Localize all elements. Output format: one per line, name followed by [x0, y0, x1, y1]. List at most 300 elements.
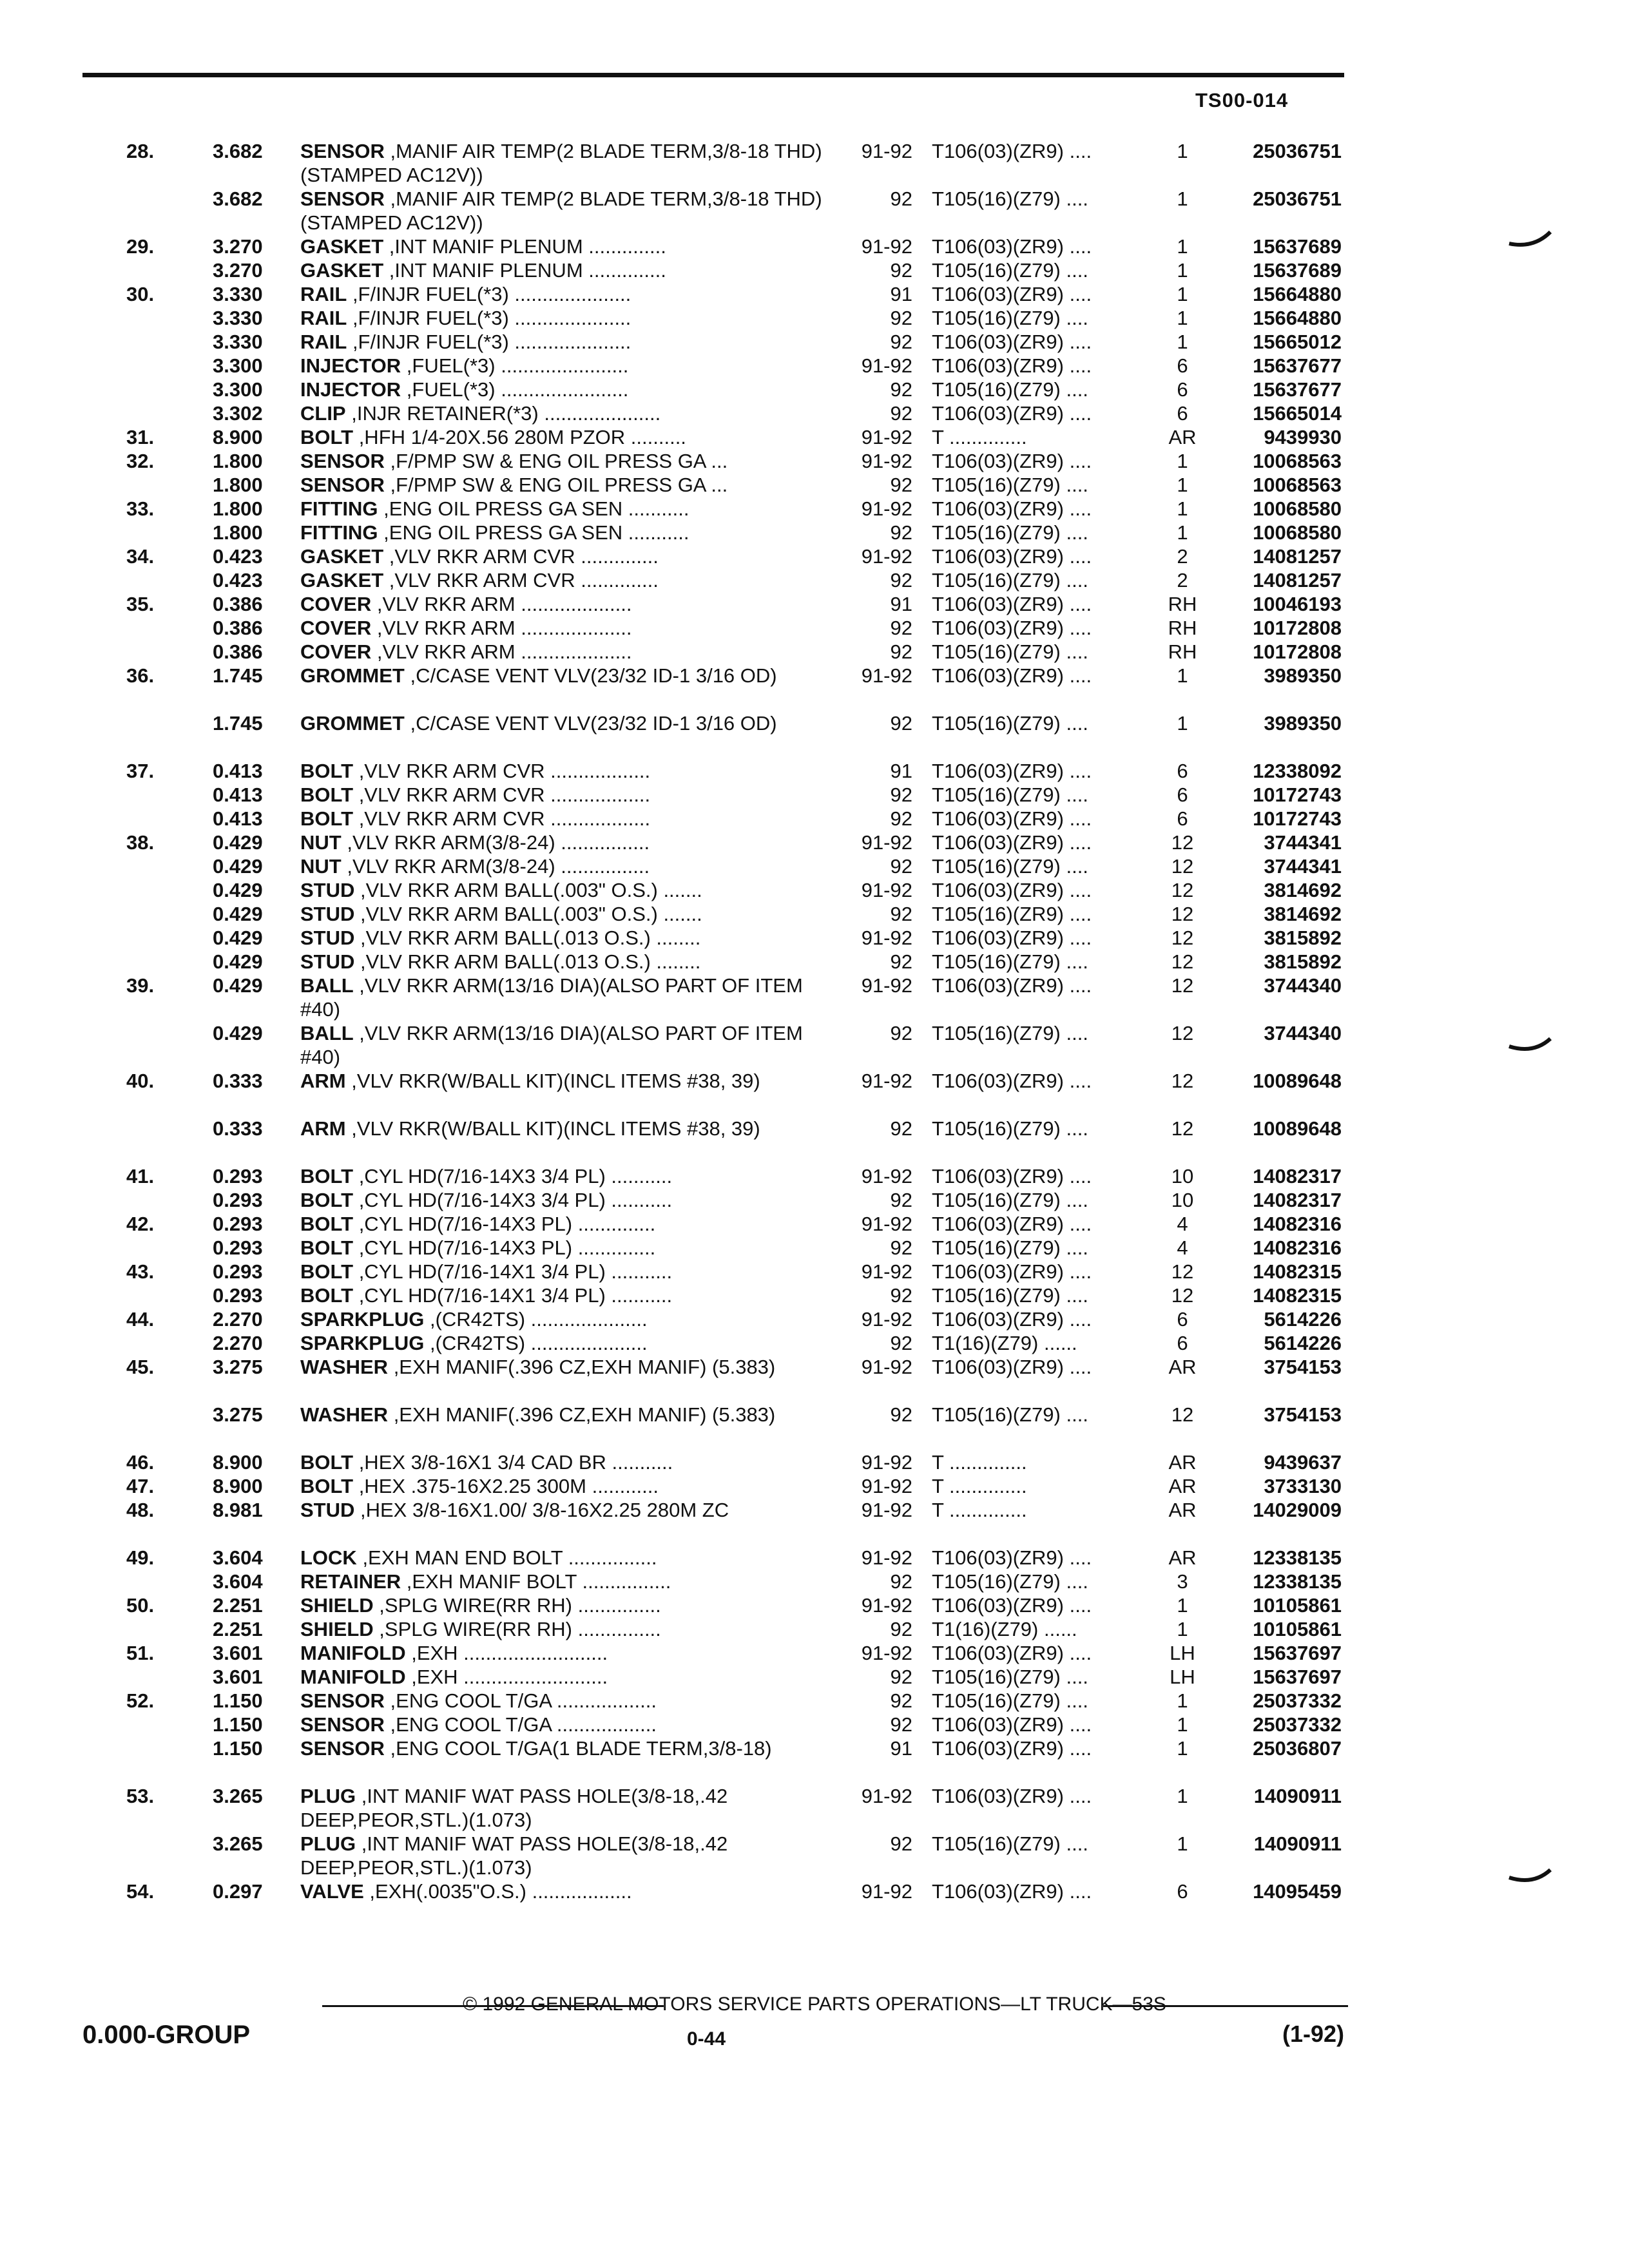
part-detail: ,(CR42TS) ..................... — [424, 1308, 648, 1331]
group-number: 3.300 — [213, 378, 263, 401]
part-name: GROMMET — [300, 664, 405, 687]
part-number: 14090911 — [1253, 1785, 1342, 1807]
group-number: 0.293 — [213, 1284, 263, 1307]
quantity: LH — [1170, 1642, 1195, 1664]
group-number: 3.682 — [213, 187, 263, 210]
part-description — [300, 1355, 835, 1379]
item-number: 37. — [126, 760, 155, 782]
group-number: 0.413 — [213, 807, 263, 830]
part-detail: ,VLV RKR ARM BALL(.013 O.S.) ........ — [354, 927, 701, 949]
item-number: 48. — [126, 1499, 155, 1521]
model-year: 91-92 — [861, 1475, 912, 1497]
model-year: 91-92 — [861, 831, 912, 854]
quantity: 1 — [1177, 1832, 1188, 1855]
model-code: T105(16)(Z79) .... — [932, 1689, 1088, 1712]
part-detail: ,VLV RKR ARM .................... — [371, 617, 632, 639]
group-number: 2.270 — [213, 1308, 263, 1331]
model-code: T105(16)(Z79) .... — [932, 712, 1088, 735]
model-year: 91-92 — [861, 354, 912, 377]
part-number: 10172808 — [1253, 617, 1342, 639]
model-year: 91-92 — [861, 1308, 912, 1331]
part-name: GASKET — [300, 569, 384, 591]
model-year: 91 — [890, 760, 912, 782]
model-year: 91 — [890, 283, 912, 305]
table-row — [0, 1593, 1629, 1617]
group-number: 0.333 — [213, 1070, 263, 1092]
model-year: 91-92 — [861, 927, 912, 949]
part-detail: ,EXH(.0035"O.S.) .................. — [363, 1880, 632, 1903]
group-number: 8.900 — [213, 1475, 263, 1497]
group-number: 0.429 — [213, 879, 263, 901]
part-name: BOLT — [300, 1213, 354, 1235]
part-name: BOLT — [300, 1284, 354, 1307]
part-number: 12338135 — [1253, 1570, 1342, 1593]
quantity: 1 — [1177, 474, 1188, 496]
model-code: T106(03)(ZR9) .... — [932, 235, 1092, 258]
part-number: 3989350 — [1264, 664, 1342, 687]
part-number: 14082315 — [1253, 1284, 1342, 1307]
model-code: T106(03)(ZR9) .... — [932, 927, 1092, 949]
part-name: LOCK — [300, 1546, 357, 1569]
part-number: 9439930 — [1264, 426, 1342, 448]
item-number: 46. — [126, 1451, 155, 1474]
item-number: 47. — [126, 1475, 155, 1497]
table-row — [0, 1236, 1629, 1260]
part-name: FITTING — [300, 497, 378, 520]
part-number: 3733130 — [1264, 1475, 1342, 1497]
item-number: 33. — [126, 497, 155, 520]
model-year: 92 — [890, 1832, 912, 1855]
model-code: T106(03)(ZR9) .... — [932, 140, 1092, 162]
group-number: 0.333 — [213, 1117, 263, 1140]
part-number: 25036751 — [1253, 187, 1342, 210]
part-name: STUD — [300, 1499, 355, 1521]
part-name: RAIL — [300, 307, 347, 329]
quantity: RH — [1168, 593, 1197, 615]
item-number: 51. — [126, 1642, 155, 1664]
group-number: 0.293 — [213, 1165, 263, 1187]
part-description — [300, 592, 835, 616]
model-code: T106(03)(ZR9) .... — [932, 831, 1092, 854]
part-number: 15664880 — [1253, 283, 1342, 305]
group-number: 3.275 — [213, 1403, 263, 1426]
group-number: 0.413 — [213, 760, 263, 782]
part-description — [300, 1188, 835, 1212]
part-detail: ,CYL HD(7/16-14X1 3/4 PL) ........... — [353, 1260, 673, 1283]
quantity: AR — [1168, 1475, 1197, 1497]
model-code: T106(03)(ZR9) .... — [932, 760, 1092, 782]
group-number: 3.330 — [213, 331, 263, 353]
quantity: LH — [1170, 1666, 1195, 1688]
table-row — [0, 544, 1629, 568]
item-number: 28. — [126, 140, 155, 162]
model-year: 91-92 — [861, 1070, 912, 1092]
part-description — [300, 473, 835, 497]
part-number: 10172808 — [1253, 640, 1342, 663]
part-name: SENSOR — [300, 187, 385, 210]
model-code: T105(16)(Z79) .... — [932, 783, 1088, 806]
quantity: 12 — [1171, 903, 1194, 925]
part-number: 10089648 — [1253, 1070, 1342, 1092]
part-description — [300, 187, 835, 235]
part-detail: ,C/CASE VENT VLV(23/32 ID-1 3/16 OD) — [404, 664, 777, 687]
group-number: 1.150 — [213, 1737, 263, 1760]
part-name: INJECTOR — [300, 378, 401, 401]
model-code: T106(03)(ZR9) .... — [932, 497, 1092, 520]
model-year: 92 — [890, 1189, 912, 1211]
part-detail: ,VLV RKR ARM BALL(.013 O.S.) ........ — [354, 950, 701, 973]
table-row — [0, 1212, 1629, 1236]
part-detail: ,INT MANIF PLENUM .............. — [383, 259, 666, 282]
item-number: 43. — [126, 1260, 155, 1283]
quantity: 1 — [1177, 521, 1188, 544]
table-row — [0, 282, 1629, 306]
group-number: 0.429 — [213, 927, 263, 949]
model-year: 91-92 — [861, 1451, 912, 1474]
model-year: 92 — [890, 1666, 912, 1688]
table-row — [0, 783, 1629, 807]
part-number: 10105861 — [1253, 1594, 1342, 1617]
group-number: 1.800 — [213, 450, 263, 472]
part-detail: ,INT MANIF PLENUM .............. — [383, 235, 666, 258]
table-row — [0, 974, 1629, 1021]
model-code: T105(16)(Z79) .... — [932, 1022, 1088, 1044]
part-detail: ,EXH MAN END BOLT ................ — [356, 1546, 657, 1569]
part-number: 5614226 — [1264, 1332, 1342, 1354]
model-year: 92 — [890, 259, 912, 282]
item-number: 54. — [126, 1880, 155, 1903]
part-description — [300, 831, 835, 854]
quantity: 3 — [1177, 1570, 1188, 1593]
group-number: 0.293 — [213, 1189, 263, 1211]
part-description — [300, 1641, 835, 1665]
model-year: 92 — [890, 1403, 912, 1426]
model-year: 91-92 — [861, 879, 912, 901]
table-row — [0, 926, 1629, 950]
part-description — [300, 1331, 835, 1355]
part-number: 10068563 — [1253, 474, 1342, 496]
part-detail: ,VLV RKR ARM(13/16 DIA)(ALSO PART OF ITEM #40) — [300, 974, 803, 1021]
model-year: 91-92 — [861, 1356, 912, 1378]
part-description — [300, 258, 835, 282]
part-detail: ,VLV RKR ARM(13/16 DIA)(ALSO PART OF ITEM #40) — [300, 1022, 803, 1068]
quantity: 1 — [1177, 187, 1188, 210]
model-year: 92 — [890, 950, 912, 973]
model-code: T106(03)(ZR9) .... — [932, 331, 1092, 353]
part-detail: ,VLV RKR ARM BALL(.003" O.S.) ....... — [354, 903, 702, 925]
model-code: T106(03)(ZR9) .... — [932, 1713, 1092, 1736]
table-row — [0, 1689, 1629, 1713]
model-year: 92 — [890, 807, 912, 830]
model-code: T106(03)(ZR9) .... — [932, 974, 1092, 997]
quantity: 1 — [1177, 1737, 1188, 1760]
revision-date: (1-92) — [1282, 2021, 1344, 2047]
group-number: 2.251 — [213, 1618, 263, 1640]
table-row — [0, 1641, 1629, 1665]
group-number: 0.429 — [213, 974, 263, 997]
part-description — [300, 1474, 835, 1498]
part-name: BOLT — [300, 426, 354, 448]
part-description — [300, 1307, 835, 1331]
part-description — [300, 1832, 835, 1879]
table-row — [0, 1021, 1629, 1069]
part-detail: ,F/INJR FUEL(*3) ..................... — [347, 283, 631, 305]
part-name: MANIFOLD — [300, 1666, 406, 1688]
item-number: 40. — [126, 1070, 155, 1092]
part-name: BALL — [300, 1022, 354, 1044]
quantity: 1 — [1177, 1713, 1188, 1736]
part-number: 5614226 — [1264, 1308, 1342, 1331]
table-row — [0, 1188, 1629, 1212]
model-year: 91-92 — [861, 1499, 912, 1521]
part-name: RETAINER — [300, 1570, 401, 1593]
group-number: 3.330 — [213, 307, 263, 329]
part-name: BOLT — [300, 1260, 354, 1283]
part-name: BOLT — [300, 1475, 354, 1497]
part-description — [300, 783, 835, 807]
quantity: 1 — [1177, 235, 1188, 258]
part-description — [300, 878, 835, 902]
table-row — [0, 521, 1629, 544]
part-number: 12338135 — [1253, 1546, 1342, 1569]
part-description — [300, 902, 835, 926]
table-row — [0, 1260, 1629, 1283]
group-number: 3.265 — [213, 1832, 263, 1855]
quantity: 1 — [1177, 1785, 1188, 1807]
part-name: VALVE — [300, 1880, 364, 1903]
part-name: PLUG — [300, 1832, 356, 1855]
part-description — [300, 521, 835, 544]
quantity: 1 — [1177, 140, 1188, 162]
part-detail: ,HEX .375-16X2.25 300M ............ — [353, 1475, 659, 1497]
part-number: 3744340 — [1264, 1022, 1342, 1044]
model-code: T105(16)(Z79) .... — [932, 1666, 1088, 1688]
group-number: 1.150 — [213, 1689, 263, 1712]
part-number: 25037332 — [1253, 1689, 1342, 1712]
part-number: 14095459 — [1253, 1880, 1342, 1903]
part-description — [300, 425, 835, 449]
part-detail: ,F/INJR FUEL(*3) ..................... — [347, 331, 631, 353]
part-number: 25037332 — [1253, 1713, 1342, 1736]
part-number: 3754153 — [1264, 1356, 1342, 1378]
quantity: RH — [1168, 617, 1197, 639]
part-description — [300, 306, 835, 330]
part-number: 10068563 — [1253, 450, 1342, 472]
part-description — [300, 1069, 835, 1093]
model-year: 91-92 — [861, 545, 912, 568]
part-number: 10105861 — [1253, 1618, 1342, 1640]
part-name: SPARKPLUG — [300, 1332, 425, 1354]
model-year: 92 — [890, 474, 912, 496]
model-code: T105(16)(Z79) .... — [932, 259, 1088, 282]
model-year: 91-92 — [861, 1165, 912, 1187]
document-code: TS00-014 — [1195, 89, 1289, 111]
group-number: 0.429 — [213, 950, 263, 973]
part-number: 10068580 — [1253, 521, 1342, 544]
part-description — [300, 449, 835, 473]
model-year: 91 — [890, 593, 912, 615]
model-year: 92 — [890, 1117, 912, 1140]
part-number: 15637689 — [1253, 259, 1342, 282]
part-description — [300, 1260, 835, 1283]
part-detail: ,VLV RKR(W/BALL KIT)(INCL ITEMS #38, 39) — [345, 1070, 760, 1092]
quantity: 12 — [1171, 831, 1194, 854]
part-description — [300, 759, 835, 783]
model-code: T1(16)(Z79) ...... — [932, 1332, 1077, 1354]
model-code: T105(16)(Z79) .... — [932, 1832, 1088, 1855]
part-detail: ,EXH MANIF(.396 CZ,EXH MANIF) (5.383) — [388, 1403, 776, 1426]
group-number: 0.429 — [213, 1022, 263, 1044]
group-number: 0.386 — [213, 640, 263, 663]
part-number: 9439637 — [1264, 1451, 1342, 1474]
item-number: 35. — [126, 593, 155, 615]
part-number: 14090911 — [1253, 1832, 1342, 1855]
item-number: 30. — [126, 283, 155, 305]
quantity: 1 — [1177, 1618, 1188, 1640]
quantity: 12 — [1171, 950, 1194, 973]
table-row — [0, 807, 1629, 831]
part-description — [300, 1784, 835, 1832]
model-code: T .............. — [932, 1451, 1027, 1474]
part-description — [300, 1689, 835, 1713]
part-detail: ,INT MANIF WAT PASS HOLE(3/8-18,.42 DEEP,PEOR,STL.)(1.073) — [300, 1785, 728, 1831]
part-description — [300, 1212, 835, 1236]
part-detail: ,HFH 1/4-20X.56 280M PZOR .......... — [353, 426, 686, 448]
part-detail: ,FUEL(*3) ....................... — [401, 378, 629, 401]
quantity: 12 — [1171, 879, 1194, 901]
table-row — [0, 1617, 1629, 1641]
part-description — [300, 139, 835, 187]
quantity: 6 — [1177, 402, 1188, 425]
quantity: 12 — [1171, 1022, 1194, 1044]
model-year: 92 — [890, 1332, 912, 1354]
group-number: 8.900 — [213, 426, 263, 448]
model-year: 92 — [890, 378, 912, 401]
table-row — [0, 401, 1629, 425]
model-code: T106(03)(ZR9) .... — [932, 283, 1092, 305]
part-name: SENSOR — [300, 1689, 385, 1712]
table-row — [0, 306, 1629, 330]
part-number: 14029009 — [1253, 1499, 1342, 1521]
part-detail: ,ENG OIL PRESS GA SEN ........... — [378, 521, 689, 544]
quantity: 1 — [1177, 1689, 1188, 1712]
model-year: 92 — [890, 640, 912, 663]
part-detail: ,SPLG WIRE(RR RH) ............... — [373, 1618, 661, 1640]
table-row — [0, 354, 1629, 378]
part-description — [300, 568, 835, 592]
part-name: STUD — [300, 879, 355, 901]
model-year: 92 — [890, 187, 912, 210]
table-row — [0, 1570, 1629, 1593]
part-description — [300, 378, 835, 401]
part-description — [300, 1498, 835, 1522]
table-row — [0, 854, 1629, 878]
part-description — [300, 1546, 835, 1570]
part-number: 10172743 — [1253, 783, 1342, 806]
group-number: 0.293 — [213, 1213, 263, 1235]
part-description — [300, 807, 835, 831]
group-number: 2.270 — [213, 1332, 263, 1354]
group-number: 3.601 — [213, 1666, 263, 1688]
margin-tick-mark — [1508, 229, 1553, 255]
quantity: 6 — [1177, 378, 1188, 401]
part-number: 15637689 — [1253, 235, 1342, 258]
part-description — [300, 664, 835, 687]
model-code: T105(16)(Z79) .... — [932, 521, 1088, 544]
margin-tick-mark — [1508, 1035, 1553, 1061]
group-number: 3.265 — [213, 1785, 263, 1807]
part-number: 14082315 — [1253, 1260, 1342, 1283]
quantity: 12 — [1171, 1403, 1194, 1426]
part-description — [300, 401, 835, 425]
part-detail: ,MANIF AIR TEMP(2 BLADE TERM,3/8-18 THD)(STAMPED AC12V)) — [300, 187, 822, 234]
part-number: 14082317 — [1253, 1189, 1342, 1211]
table-row — [0, 878, 1629, 902]
model-code: T106(03)(ZR9) .... — [932, 664, 1092, 687]
part-number: 14082317 — [1253, 1165, 1342, 1187]
part-number: 14082316 — [1253, 1236, 1342, 1259]
model-year: 91-92 — [861, 974, 912, 997]
table-row — [0, 497, 1629, 521]
model-code: T105(16)(Z79) .... — [932, 855, 1088, 878]
quantity: 12 — [1171, 927, 1194, 949]
quantity: 1 — [1177, 1594, 1188, 1617]
quantity: AR — [1168, 426, 1197, 448]
model-code: T106(03)(ZR9) .... — [932, 1356, 1092, 1378]
model-code: T106(03)(ZR9) .... — [932, 1165, 1092, 1187]
group-number: 0.429 — [213, 855, 263, 878]
model-year: 91-92 — [861, 1594, 912, 1617]
model-code: T105(16)(Z79) .... — [932, 307, 1088, 329]
quantity: AR — [1168, 1499, 1197, 1521]
top-rule — [82, 73, 1344, 77]
model-year: 91-92 — [861, 1642, 912, 1664]
model-code: T106(03)(ZR9) .... — [932, 1213, 1092, 1235]
part-detail: ,VLV RKR ARM CVR .............. — [383, 545, 659, 568]
table-row — [0, 1283, 1629, 1307]
part-detail: ,EXH MANIF(.396 CZ,EXH MANIF) (5.383) — [388, 1356, 776, 1378]
table-row — [0, 664, 1629, 711]
table-row — [0, 711, 1629, 759]
table-row — [0, 568, 1629, 592]
model-year: 92 — [890, 1713, 912, 1736]
part-detail: ,EXH .......................... — [405, 1666, 608, 1688]
model-year: 91-92 — [861, 664, 912, 687]
part-name: COVER — [300, 617, 372, 639]
quantity: AR — [1168, 1546, 1197, 1569]
part-number: 15637697 — [1253, 1642, 1342, 1664]
part-detail: ,VLV RKR ARM .................... — [371, 640, 632, 663]
quantity: 1 — [1177, 712, 1188, 735]
model-code: T106(03)(ZR9) .... — [932, 879, 1092, 901]
quantity: 2 — [1177, 545, 1188, 568]
table-row — [0, 592, 1629, 616]
model-year: 92 — [890, 712, 912, 735]
model-year: 91-92 — [861, 140, 912, 162]
part-number: 3815892 — [1264, 950, 1342, 973]
part-description — [300, 1236, 835, 1260]
table-row — [0, 139, 1629, 187]
group-number: 3.682 — [213, 140, 263, 162]
model-year: 91-92 — [861, 1213, 912, 1235]
part-name: BOLT — [300, 760, 354, 782]
part-description — [300, 640, 835, 664]
model-code: T106(03)(ZR9) .... — [932, 1880, 1092, 1903]
part-name: FITTING — [300, 521, 378, 544]
part-description — [300, 854, 835, 878]
item-number: 32. — [126, 450, 155, 472]
part-name: PLUG — [300, 1785, 356, 1807]
